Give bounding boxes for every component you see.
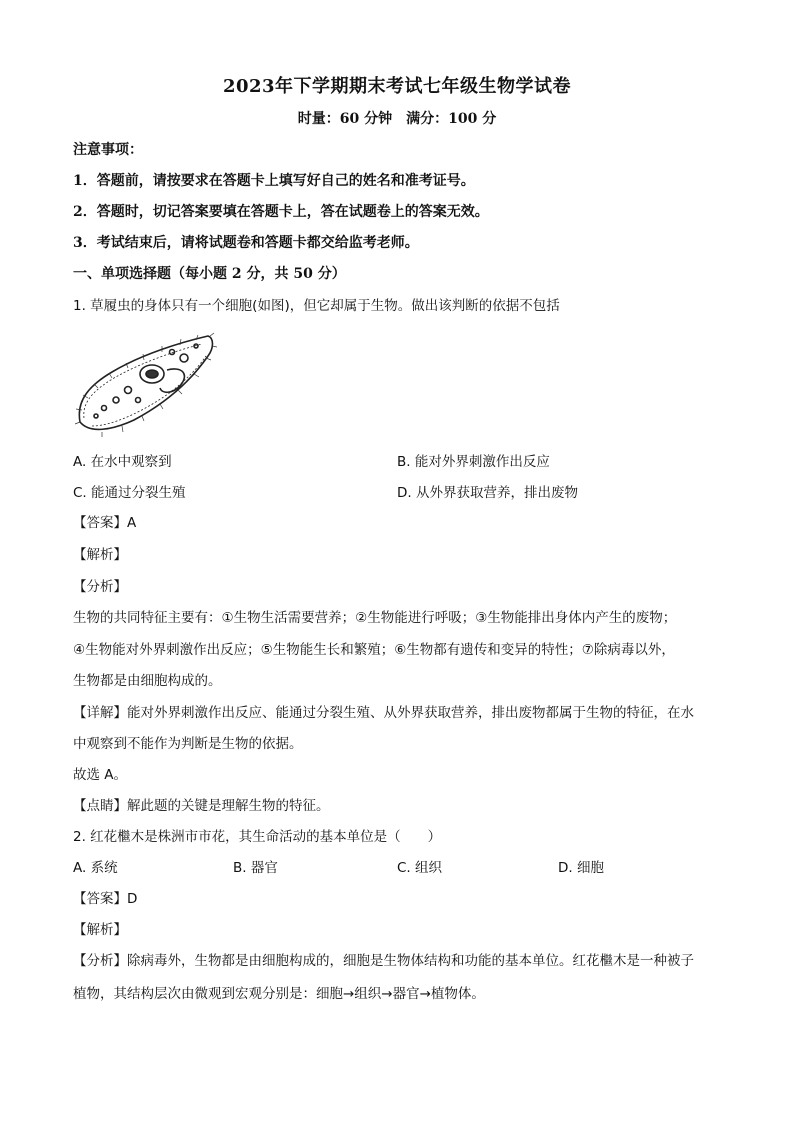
- q2-stem: 2. 红花檵木是株洲市市花，其生命活动的基本单位是（ ）: [73, 829, 442, 845]
- q1-detail-line-2: 中观察到不能作为判断是生物的依据。: [73, 736, 303, 752]
- q2-analysis-label: 【解析】: [73, 922, 127, 938]
- q2-option-a: A. 系统: [73, 860, 118, 876]
- q1-analysis-label: 【解析】: [73, 547, 127, 563]
- q2-option-d: D. 细胞: [558, 860, 604, 876]
- q1-option-a: A. 在水中观察到: [73, 454, 172, 470]
- q1-fenxi-line-3: 生物都是由细胞构成的。: [73, 673, 222, 689]
- q1-option-b: B. 能对外界刺激作出反应: [397, 454, 550, 470]
- q1-choose: 故选 A。: [73, 767, 128, 783]
- q2-option-c: C. 组织: [397, 860, 443, 876]
- q2-option-b: B. 器官: [233, 860, 278, 876]
- q1-option-d: D. 从外界获取营养，排出废物: [397, 485, 578, 501]
- q1-fenxi-line-2: ④生物能对外界刺激作出反应；⑤生物能生长和繁殖；⑥生物都有遗传和变异的特性；⑦除病毒以外，: [73, 642, 675, 658]
- q2-fenxi-line-2: 植物，其结构层次由微观到宏观分别是：细胞→组织→器官→植物体。: [73, 986, 485, 1002]
- section-heading: 一、单项选择题（每小题 2 分，共 50 分）: [73, 266, 346, 282]
- notice-item-2: 2．答题时，切记答案要填在答题卡上，答在试题卷上的答案无效。: [73, 204, 489, 220]
- notice-item-1: 1．答题前，请按要求在答题卡上填写好自己的姓名和准考证号。: [73, 173, 475, 189]
- exam-duration-score: 时量：60 分钟 满分：100 分: [297, 111, 497, 127]
- q1-comment: 【点睛】解此题的关键是理解生物的特征。: [73, 798, 330, 814]
- notice-heading: 注意事项：: [73, 142, 143, 158]
- q1-stem: 1. 草履虫的身体只有一个细胞(如图)，但它却属于生物。做出该判断的依据不包括: [73, 298, 560, 314]
- q1-detail-line-1: 【详解】能对外界刺激作出反应、能通过分裂生殖、从外界获取营养，排出废物都属于生物的特征，在水: [73, 705, 694, 721]
- q1-answer: 【答案】A: [73, 515, 137, 531]
- q2-fenxi-line-1: 【分析】除病毒外，生物都是由细胞构成的，细胞是生物体结构和功能的基本单位。红花檵木是一种被子: [73, 953, 694, 969]
- q1-fenxi-line-1: 生物的共同特征主要有：①生物生活需要营养；②生物能进行呼吸；③生物能排出身体内产生的废物；: [73, 610, 677, 626]
- notice-item-3: 3．考试结束后，请将试题卷和答题卡都交给监考老师。: [73, 235, 419, 251]
- q1-fenxi-label: 【分析】: [73, 579, 127, 595]
- exam-title: 2023年下学期期末考试七年级生物学试卷: [222, 76, 572, 97]
- q2-answer: 【答案】D: [73, 891, 138, 907]
- paramecium-illustration-icon: [72, 330, 217, 438]
- q1-option-c: C. 能通过分裂生殖: [73, 485, 186, 501]
